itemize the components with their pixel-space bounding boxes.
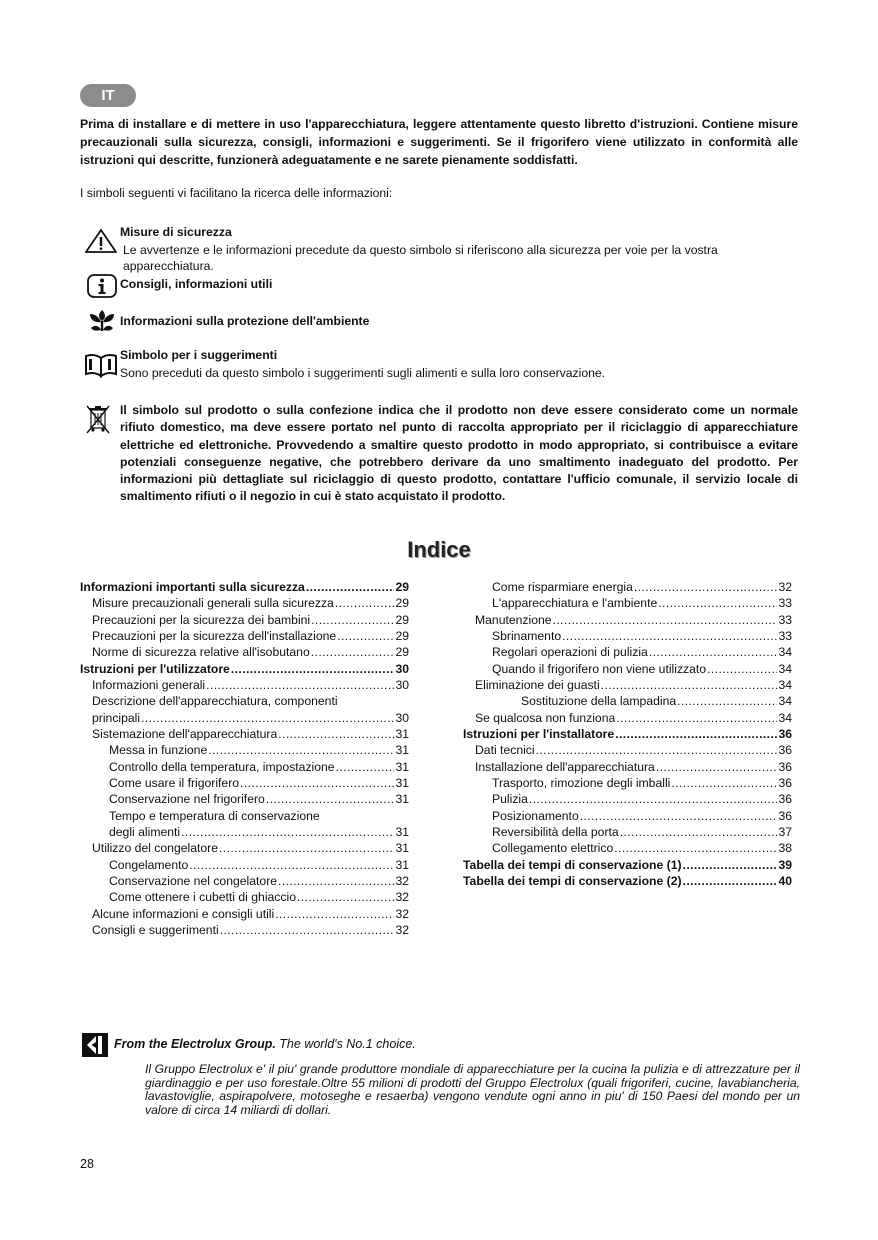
toc-entry[interactable]: Sostituzione della lampadina ..... 34 (521, 694, 792, 710)
language-badge: IT (80, 84, 136, 107)
info-icon (87, 274, 117, 298)
toc-entry[interactable]: Trasporto, rimozione degli imballi ..... 36 (492, 776, 792, 792)
toc-entry[interactable]: principali ..... 30 (92, 711, 409, 727)
toc-entry[interactable]: Informazioni generali ..... 30 (92, 678, 409, 694)
toc-entry[interactable]: Norme di sicurezza relative all'isobutano ..... 29 (92, 645, 409, 661)
toc-entry[interactable]: Misure precauzionali generali sulla sicurezza ..... 29 (92, 596, 409, 612)
toc-entry[interactable]: Dati tecnici ..... 36 (475, 743, 792, 759)
index-title: Indice (407, 537, 471, 562)
open-book-icon (84, 352, 118, 378)
toc-entry[interactable]: Installazione dell'apparecchiatura ..... 36 (475, 760, 792, 776)
toc-entry[interactable]: Come ottenere i cubetti di ghiaccio ..... 32 (109, 890, 409, 906)
warning-triangle-icon (85, 229, 117, 253)
toc-entry[interactable]: Regolari operazioni di pulizia ..... 34 (492, 645, 792, 661)
symbols-intro: I simboli seguenti vi facilitano la ricerca delle informazioni: (80, 186, 393, 200)
info-title: Consigli, informazioni utili (120, 277, 273, 291)
electrolux-logo-icon (82, 1033, 108, 1057)
toc-entry[interactable]: Posizionamento ..... 36 (492, 809, 792, 825)
footer-body: Il Gruppo Electrolux e' il piu' grande produttore mondiale di apparecchiature per la cucina la pulizia e di attrezzature per il giardinaggio e per uso forestale.Oltre 55 milioni di prodotti del Gruppo Electrolux (quali frigoriferi, cucine, lavabiancheria, lavastoviglie, aspirapolvere, motoseghe e resaerba) vengono vendute ogni anno in piu' di 150 Paesi del mondo per un valore di circa 14 miliardi di dollari. (145, 1062, 800, 1117)
toc-entry[interactable]: Eliminazione dei guasti ..... 34 (475, 678, 792, 694)
toc-entry[interactable]: L'apparecchiatura e l'ambiente ..... 33 (492, 596, 792, 612)
weee-paragraph: Il simbolo sul prodotto o sulla confezione indica che il prodotto non deve essere considerato come un normale rifiuto domestico, ma deve essere portato nel punto di raccolta appropriato per il riciclaggio di apparecchiature elettriche ed elettroniche. Provvedendo a smaltire questo prodotto in modo appropriato, si contribuisce a evitare potenziali conseguenze negative, che potrebbero derivare da uno smaltimento inadeguato del prodotto. Per informazioni più dettagliate sul riciclaggio di questo prodotto, contattare l'ufficio comunale, il servizio locale di smaltimento rifiuti o il negozio in cui è stato acquistato il prodotto. (120, 403, 798, 504)
toc-entry[interactable]: Precauzioni per la sicurezza dell'installazione ..... 29 (92, 629, 409, 645)
tips-title: Simbolo per i suggerimenti (120, 348, 278, 362)
toc-entry[interactable]: Precauzioni per la sicurezza dei bambini ..... 29 (92, 613, 409, 629)
toc-entry[interactable]: Conservazione nel frigorifero ..... 31 (109, 792, 409, 808)
toc-entry[interactable]: Tabella dei tempi di conservazione (2) ..... 40 (463, 874, 792, 890)
crossed-bin-icon (86, 404, 110, 434)
toc-entry[interactable]: Messa in funzione ..... 31 (109, 743, 409, 759)
toc-entry[interactable]: Se qualcosa non funziona ..... 34 (475, 711, 792, 727)
toc-entry[interactable]: Collegamento elettrico ..... 38 (492, 841, 792, 857)
footer-brand-bold: From the Electrolux Group. (114, 1037, 276, 1051)
toc-entry-text: Descrizione dell'apparecchiatura, componenti (92, 694, 338, 708)
safety-title: Misure di sicurezza (120, 225, 232, 239)
environment-title: Informazioni sulla protezione dell'ambiente (120, 314, 370, 328)
toc-entry[interactable]: Congelamento ..... 31 (109, 858, 409, 874)
toc-entry-text: Tempo e temperatura di conservazione (109, 809, 320, 823)
safety-text: Le avvertenze e le informazioni precedute da questo simbolo si riferiscono alla sicurezza per voie per la vostra apparecchiatura. (123, 243, 718, 273)
toc-entry[interactable]: Sistemazione dell'apparecchiatura ..... 31 (92, 727, 409, 743)
page-number: 28 (80, 1157, 94, 1171)
toc-entry[interactable]: Informazioni importanti sulla sicurezza ..... 29 (80, 580, 409, 596)
tips-text: Sono preceduti da questo simbolo i suggerimenti sugli alimenti e sulla loro conservazione. (120, 366, 606, 380)
toc-entry[interactable]: Consigli e suggerimenti ..... 32 (92, 923, 409, 939)
toc-entry[interactable]: Alcune informazioni e consigli utili ..... 32 (92, 907, 409, 923)
footer-brand-rest: The world's No.1 choice. (275, 1037, 416, 1051)
toc-entry[interactable]: Controllo della temperatura, impostazione ..... 31 (109, 760, 409, 776)
toc-entry[interactable]: Manutenzione ..... 33 (475, 613, 792, 629)
toc-entry[interactable]: Conservazione nel congelatore ..... 32 (109, 874, 409, 890)
toc-entry[interactable]: Istruzioni per l'utilizzatore ..... 30 (80, 662, 409, 678)
environment-flower-icon (87, 308, 117, 334)
footer-brand-line (114, 1037, 416, 1051)
toc-entry[interactable]: Istruzioni per l'installatore ..... 36 (463, 727, 792, 743)
toc-entry[interactable]: Pulizia ..... 36 (492, 792, 792, 808)
intro-paragraph: Prima di installare e di mettere in uso l'apparecchiatura, leggere attentamente questo libretto d'istruzioni. Contiene misure precauzionali sulla sicurezza, consigli, informazioni e suggerimenti. Se il frigorifero viene utilizzato in conformità alle istruzioni qui descritte, funzionerà adeguatamente e ne sarete pienamente soddisfatti. (80, 117, 798, 167)
toc-entry[interactable]: Come usare il frigorifero ..... 31 (109, 776, 409, 792)
toc-entry[interactable]: Come risparmiare energia ..... 32 (492, 580, 792, 596)
toc-entry[interactable]: Sbrinamento ..... 33 (492, 629, 792, 645)
toc-entry[interactable]: Reversibilità della porta ..... 37 (492, 825, 792, 841)
toc-entry[interactable]: Quando il frigorifero non viene utilizzato ..... 34 (492, 662, 792, 678)
toc-entry[interactable]: degli alimenti ..... 31 (109, 825, 409, 841)
toc-entry[interactable]: Tabella dei tempi di conservazione (1) ..... 39 (463, 858, 792, 874)
toc-entry[interactable]: Utilizzo del congelatore ..... 31 (92, 841, 409, 857)
